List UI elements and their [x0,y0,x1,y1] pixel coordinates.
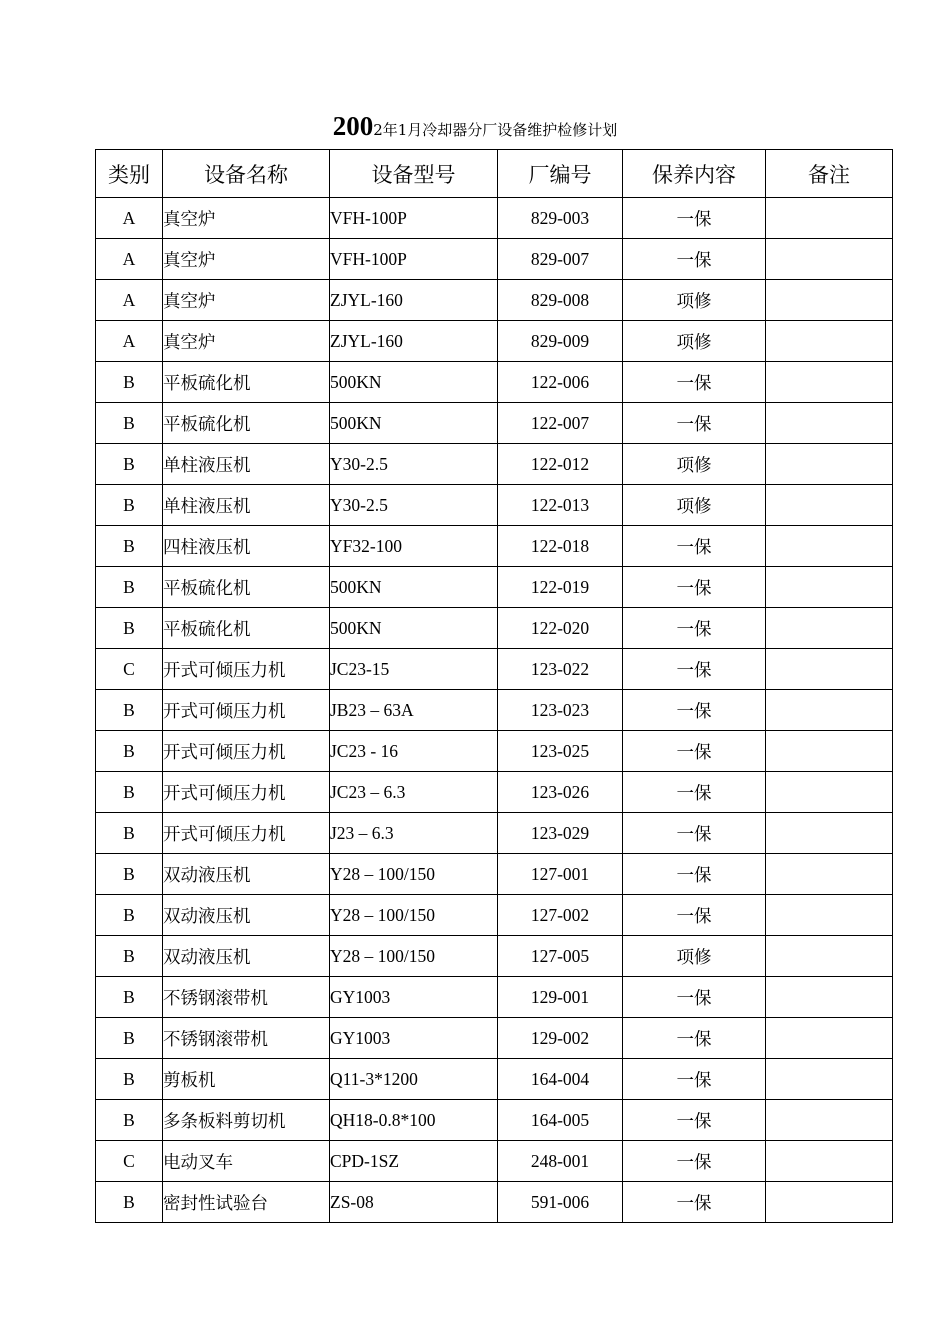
cell-factory-number: 122-012 [498,444,623,485]
cell-equipment-name: 开式可倾压力机 [163,731,330,772]
cell-factory-number: 127-001 [498,854,623,895]
cell-factory-number: 123-025 [498,731,623,772]
table-row [96,444,893,485]
cell-equipment-name: 多条板料剪切机 [163,1100,330,1141]
cell-maintenance-content: 一保 [623,813,766,854]
cell-remarks [766,1018,893,1059]
cell-equipment-model: 500KN [330,362,498,403]
cell-equipment-model: JC23-15 [330,649,498,690]
cell-maintenance-content: 一保 [623,731,766,772]
cell-maintenance-content: 一保 [623,690,766,731]
table-row [96,854,893,895]
cell-equipment-model: VFH-100P [330,198,498,239]
cell-equipment-model: Y28 – 100/150 [330,854,498,895]
cell-maintenance-content: 一保 [623,1059,766,1100]
cell-equipment-name: 双动液压机 [163,854,330,895]
table-row [96,977,893,1018]
cell-factory-number: 122-020 [498,608,623,649]
table-row [96,1182,893,1223]
cell-factory-number: 122-019 [498,567,623,608]
maintenance-plan-table [95,149,893,1223]
cell-equipment-name: 开式可倾压力机 [163,649,330,690]
table-row [96,280,893,321]
cell-remarks [766,239,893,280]
cell-factory-number: 829-009 [498,321,623,362]
cell-remarks [766,649,893,690]
table-row [96,1059,893,1100]
cell-equipment-name: 真空炉 [163,321,330,362]
cell-equipment-name: 开式可倾压力机 [163,813,330,854]
cell-equipment-model: JB23 – 63A [330,690,498,731]
table-row [96,1018,893,1059]
cell-maintenance-content: 一保 [623,567,766,608]
cell-factory-number: 122-013 [498,485,623,526]
cell-factory-number: 123-026 [498,772,623,813]
cell-factory-number: 248-001 [498,1141,623,1182]
cell-equipment-name: 平板硫化机 [163,608,330,649]
cell-maintenance-content: 一保 [623,1141,766,1182]
header-remarks: 备注 [766,150,893,198]
header-category: 类别 [96,150,163,198]
table-row [96,813,893,854]
cell-remarks [766,1141,893,1182]
cell-category: A [96,321,163,362]
cell-category: B [96,403,163,444]
cell-equipment-model: JC23 - 16 [330,731,498,772]
cell-maintenance-content: 一保 [623,772,766,813]
cell-maintenance-content: 一保 [623,198,766,239]
table-row [96,239,893,280]
cell-equipment-model: Y28 – 100/150 [330,895,498,936]
cell-equipment-model: JC23 – 6.3 [330,772,498,813]
cell-equipment-model: QH18-0.8*100 [330,1100,498,1141]
cell-equipment-model: 500KN [330,608,498,649]
cell-equipment-model: VFH-100P [330,239,498,280]
cell-equipment-name: 平板硫化机 [163,567,330,608]
cell-category: A [96,239,163,280]
cell-equipment-name: 平板硫化机 [163,403,330,444]
cell-equipment-name: 真空炉 [163,280,330,321]
cell-factory-number: 129-001 [498,977,623,1018]
table-row [96,1100,893,1141]
header-factory-number: 厂编号 [498,150,623,198]
cell-maintenance-content: 项修 [623,485,766,526]
cell-category: B [96,731,163,772]
cell-category: A [96,198,163,239]
cell-category: B [96,526,163,567]
cell-equipment-model: 500KN [330,567,498,608]
cell-equipment-name: 平板硫化机 [163,362,330,403]
cell-remarks [766,854,893,895]
cell-factory-number: 123-023 [498,690,623,731]
cell-remarks [766,731,893,772]
table-row [96,198,893,239]
table-row [96,485,893,526]
cell-equipment-model: Y28 – 100/150 [330,936,498,977]
document-title [0,108,950,148]
cell-equipment-name: 电动叉车 [163,1141,330,1182]
cell-equipment-model: Q11-3*1200 [330,1059,498,1100]
cell-factory-number: 122-006 [498,362,623,403]
cell-equipment-name: 单柱液压机 [163,485,330,526]
table-row [96,567,893,608]
table-row [96,731,893,772]
cell-factory-number: 122-018 [498,526,623,567]
cell-category: B [96,567,163,608]
cell-factory-number: 127-005 [498,936,623,977]
cell-equipment-model: Y30-2.5 [330,485,498,526]
cell-remarks [766,772,893,813]
cell-category: B [96,690,163,731]
cell-remarks [766,936,893,977]
cell-remarks [766,362,893,403]
cell-factory-number: 164-004 [498,1059,623,1100]
cell-category: B [96,444,163,485]
cell-category: B [96,854,163,895]
cell-maintenance-content: 一保 [623,239,766,280]
cell-remarks [766,1182,893,1223]
cell-maintenance-content: 项修 [623,936,766,977]
cell-equipment-model: ZJYL-160 [330,280,498,321]
cell-remarks [766,977,893,1018]
cell-maintenance-content: 一保 [623,526,766,567]
cell-equipment-name: 开式可倾压力机 [163,690,330,731]
cell-equipment-model: ZS-08 [330,1182,498,1223]
header-maintenance-content: 保养内容 [623,150,766,198]
table-row [96,772,893,813]
table-row [96,362,893,403]
cell-equipment-name: 剪板机 [163,1059,330,1100]
cell-equipment-model: Y30-2.5 [330,444,498,485]
cell-equipment-name: 双动液压机 [163,895,330,936]
cell-factory-number: 591-006 [498,1182,623,1223]
table-row [96,690,893,731]
cell-factory-number: 122-007 [498,403,623,444]
cell-equipment-name: 四柱液压机 [163,526,330,567]
cell-maintenance-content: 一保 [623,977,766,1018]
cell-factory-number: 829-007 [498,239,623,280]
cell-remarks [766,280,893,321]
cell-maintenance-content: 一保 [623,1100,766,1141]
cell-maintenance-content: 一保 [623,1018,766,1059]
cell-remarks [766,321,893,362]
cell-maintenance-content: 项修 [623,444,766,485]
header-equipment-name: 设备名称 [163,150,330,198]
table-row [96,649,893,690]
cell-category: C [96,649,163,690]
cell-category: B [96,1182,163,1223]
cell-maintenance-content: 项修 [623,280,766,321]
cell-factory-number: 129-002 [498,1018,623,1059]
table-row [96,1141,893,1182]
cell-maintenance-content: 一保 [623,854,766,895]
table-row [96,895,893,936]
cell-category: B [96,1100,163,1141]
cell-factory-number: 829-003 [498,198,623,239]
title-text: 2年1月冷却器分厂设备维护检修计划 [373,121,618,139]
cell-category: B [96,936,163,977]
table-row [96,321,893,362]
table-row [96,608,893,649]
cell-equipment-name: 不锈钢滚带机 [163,1018,330,1059]
cell-factory-number: 123-022 [498,649,623,690]
cell-category: A [96,280,163,321]
cell-factory-number: 829-008 [498,280,623,321]
cell-equipment-model: GY1003 [330,977,498,1018]
cell-category: B [96,977,163,1018]
cell-equipment-model: J23 – 6.3 [330,813,498,854]
cell-category: B [96,772,163,813]
cell-remarks [766,526,893,567]
cell-remarks [766,895,893,936]
cell-remarks [766,1059,893,1100]
cell-equipment-model: GY1003 [330,1018,498,1059]
cell-category: B [96,895,163,936]
cell-factory-number: 123-029 [498,813,623,854]
table-header-row [96,150,893,198]
table-row [96,526,893,567]
cell-maintenance-content: 项修 [623,321,766,362]
cell-equipment-name: 真空炉 [163,198,330,239]
cell-factory-number: 127-002 [498,895,623,936]
cell-equipment-name: 真空炉 [163,239,330,280]
cell-equipment-name: 密封性试验台 [163,1182,330,1223]
cell-equipment-name: 开式可倾压力机 [163,772,330,813]
cell-factory-number: 164-005 [498,1100,623,1141]
cell-category: B [96,362,163,403]
cell-category: C [96,1141,163,1182]
cell-remarks [766,444,893,485]
table-row [96,403,893,444]
cell-maintenance-content: 一保 [623,608,766,649]
cell-equipment-name: 双动液压机 [163,936,330,977]
title-year-prefix: 200 [332,111,374,141]
cell-maintenance-content: 一保 [623,649,766,690]
cell-category: B [96,813,163,854]
cell-remarks [766,1100,893,1141]
cell-remarks [766,690,893,731]
cell-equipment-model: CPD-1SZ [330,1141,498,1182]
cell-remarks [766,485,893,526]
cell-equipment-model: 500KN [330,403,498,444]
cell-category: B [96,1018,163,1059]
cell-equipment-model: YF32-100 [330,526,498,567]
header-equipment-model: 设备型号 [330,150,498,198]
cell-maintenance-content: 一保 [623,403,766,444]
cell-category: B [96,1059,163,1100]
cell-equipment-model: ZJYL-160 [330,321,498,362]
cell-remarks [766,198,893,239]
cell-category: B [96,608,163,649]
cell-maintenance-content: 一保 [623,1182,766,1223]
cell-equipment-name: 单柱液压机 [163,444,330,485]
cell-equipment-name: 不锈钢滚带机 [163,977,330,1018]
table-row [96,936,893,977]
cell-remarks [766,403,893,444]
cell-maintenance-content: 一保 [623,362,766,403]
table-body [96,198,893,1223]
cell-category: B [96,485,163,526]
cell-remarks [766,813,893,854]
cell-remarks [766,608,893,649]
cell-remarks [766,567,893,608]
cell-maintenance-content: 一保 [623,895,766,936]
